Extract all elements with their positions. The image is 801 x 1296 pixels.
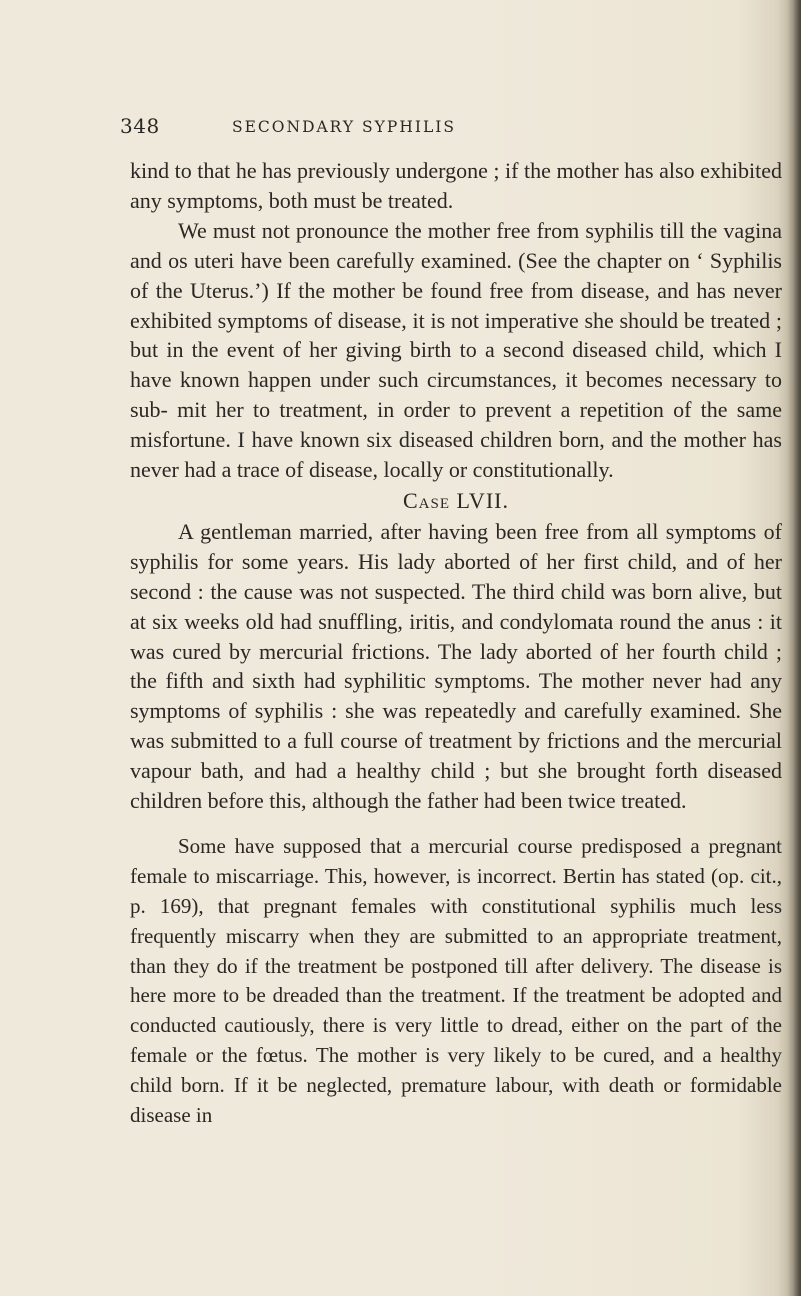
case-heading — [130, 486, 782, 516]
paragraph-case-report: A gentleman married, after having been free from all symptoms of syphilis for some years. His lady aborted of her first child, and of her second : the cause was not suspected. The third child was born alive, but at six weeks old had snuffling, iritis, and condylomata round the anus : it was cured by mercurial frictions. The lady aborted of her fourth child ; the fifth and sixth had syphilitic symptoms. The mother never had any symptoms of syphilis : she was repeatedly and carefully examined. She was submitted to a full course of treatment by frictions and the mercurial vapour bath, and had a healthy child ; but she brought forth diseased children before this, although the father had been twice treated. — [130, 518, 782, 814]
case-heading-text: Case LVII. — [403, 487, 509, 513]
running-head: SECONDARY SYPHILIS — [232, 118, 456, 136]
paragraph-mercurial-course: Some have supposed that a mercurial course predisposed a pregnant female to miscarriage. This, however, is incorrect. Bertin has stated (op. cit., p. 169), that pregnant females with constitutional syphilis much less frequently miscarry when they are submitted to an appropriate treatment, than they do if the treatment be postponed till after delivery. The disease is here more to be dreaded than the treatment. If the treatment be adopted and conducted cautiously, there is very little to dread, either on the part of the female or the fœtus. The mother is very likely to be cured, and a healthy child born. If it be neglected, premature labour, with death or formidable disease in — [130, 833, 782, 1128]
page-edge-shadow — [787, 0, 801, 1296]
page-number: 348 — [120, 114, 160, 138]
paragraph-gap — [130, 816, 782, 832]
paragraph-examination: We must not pronounce the mother free from syphilis till the vagina and os uteri have been carefully examined. (See the chapter on ‘ Syphilis of the Uterus.’) If the mother be found free from disease, and has never exhibited symptoms of disease, it is not imperative she should be treated ; but in the event of her giving birth to a second diseased child, which I have known happen under such circumstances, it becomes necessary to sub- mit her to treatment, in order to prevent a repetition of the same misfortune. I have known six diseased children born, and the mother has never had a trace of disease, locally or constitutionally. — [130, 217, 782, 483]
paragraph-continuation: kind to that he has previously undergone ; if the mother has also exhibited any symptoms, both must be treated. — [130, 158, 782, 213]
body-text — [130, 156, 782, 1131]
page-header — [0, 114, 801, 144]
